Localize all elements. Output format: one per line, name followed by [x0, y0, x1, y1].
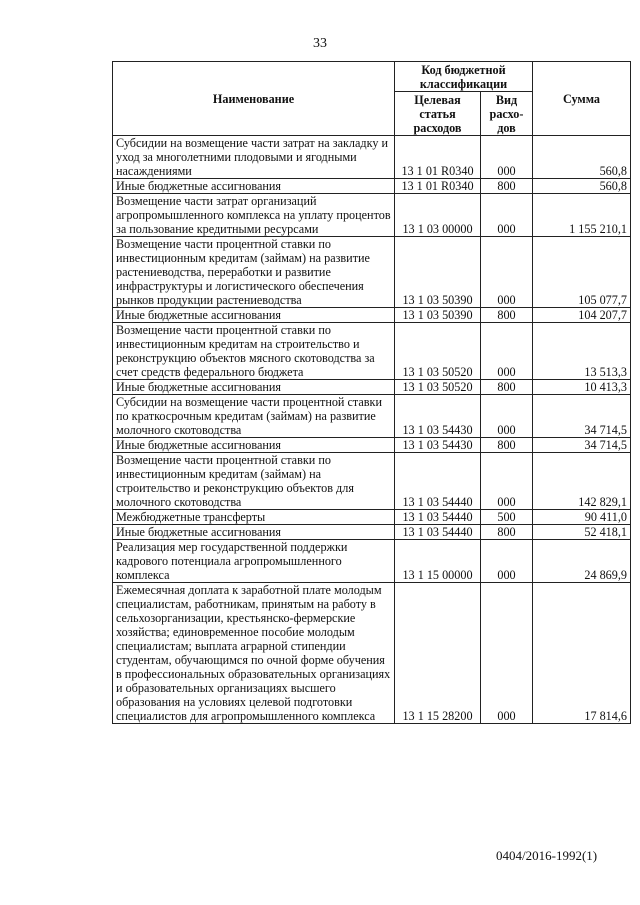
cell-expense-type: 000	[481, 395, 533, 438]
cell-name: Возмещение части процентной ставки по инвестиционным кредитам на строительство и реконструкцию объектов мясного скотоводства за счет средств федерального бюджета	[113, 323, 395, 380]
cell-sum: 34 714,5	[533, 395, 631, 438]
cell-expense-type: 000	[481, 540, 533, 583]
header-vid: Вид расхо-дов	[481, 92, 533, 136]
cell-target-code: 13 1 03 00000	[395, 194, 481, 237]
cell-sum: 142 829,1	[533, 453, 631, 510]
cell-target-code: 13 1 03 54440	[395, 510, 481, 525]
cell-sum: 52 418,1	[533, 525, 631, 540]
table-row	[113, 453, 631, 510]
table-row	[113, 438, 631, 453]
table-row	[113, 323, 631, 380]
cell-expense-type: 000	[481, 453, 533, 510]
table-body	[113, 136, 631, 724]
cell-target-code: 13 1 03 50390	[395, 308, 481, 323]
cell-target-code: 13 1 03 50390	[395, 237, 481, 308]
table-row	[113, 395, 631, 438]
cell-sum: 24 869,9	[533, 540, 631, 583]
table-row	[113, 583, 631, 724]
cell-sum: 10 413,3	[533, 380, 631, 395]
cell-expense-type: 000	[481, 194, 533, 237]
cell-target-code: 13 1 01 R0340	[395, 136, 481, 179]
cell-name: Возмещение части затрат организаций агропромышленного комплекса на уплату процентов за пользование кредитными ресурсами	[113, 194, 395, 237]
cell-sum: 104 207,7	[533, 308, 631, 323]
cell-target-code: 13 1 15 28200	[395, 583, 481, 724]
cell-name: Возмещение части процентной ставки по инвестиционным кредитам (займам) на строительство и реконструкцию объектов для молочного скотоводства	[113, 453, 395, 510]
cell-name: Иные бюджетные ассигнования	[113, 525, 395, 540]
cell-expense-type: 800	[481, 525, 533, 540]
cell-expense-type: 800	[481, 380, 533, 395]
table-row	[113, 540, 631, 583]
cell-name: Субсидии на возмещение части процентной ставки по краткосрочным кредитам (займам) на развитие молочного скотоводства	[113, 395, 395, 438]
cell-target-code: 13 1 03 50520	[395, 380, 481, 395]
table-row	[113, 380, 631, 395]
cell-expense-type: 000	[481, 323, 533, 380]
cell-sum: 17 814,6	[533, 583, 631, 724]
cell-expense-type: 500	[481, 510, 533, 525]
cell-sum: 105 077,7	[533, 237, 631, 308]
document-id: 0404/2016-1992(1)	[496, 848, 598, 863]
cell-name: Ежемесячная доплата к заработной плате молодым специалистам, работникам, принятым на работу в сельхозорганизации, крестьянско-фермерские хозяйства; единовременное пособие молодым специалистам; выплата аграрной стипендии студентам, обучающимся по очной форме обучения в профессиональных образовательных организациях и образовательных организациях высшего образования на условиях целевой подготовки специалистов для агропромышленного комплекса	[113, 583, 395, 724]
cell-sum: 13 513,3	[533, 323, 631, 380]
cell-target-code: 13 1 03 54430	[395, 438, 481, 453]
cell-expense-type: 800	[481, 179, 533, 194]
cell-target-code: 13 1 03 50520	[395, 323, 481, 380]
cell-target-code: 13 1 03 54440	[395, 525, 481, 540]
table-row	[113, 179, 631, 194]
page-number: 33	[313, 36, 327, 51]
table-row	[113, 194, 631, 237]
cell-name: Иные бюджетные ассигнования	[113, 179, 395, 194]
cell-target-code: 13 1 03 54440	[395, 453, 481, 510]
cell-name: Иные бюджетные ассигнования	[113, 380, 395, 395]
cell-expense-type: 800	[481, 308, 533, 323]
cell-expense-type: 000	[481, 136, 533, 179]
table-row	[113, 237, 631, 308]
cell-sum: 560,8	[533, 179, 631, 194]
cell-name: Иные бюджетные ассигнования	[113, 308, 395, 323]
cell-expense-type: 800	[481, 438, 533, 453]
cell-expense-type: 000	[481, 237, 533, 308]
table-row	[113, 308, 631, 323]
cell-target-code: 13 1 03 54430	[395, 395, 481, 438]
cell-sum: 90 411,0	[533, 510, 631, 525]
cell-target-code: 13 1 01 R0340	[395, 179, 481, 194]
table-row	[113, 510, 631, 525]
cell-name: Иные бюджетные ассигнования	[113, 438, 395, 453]
cell-sum: 560,8	[533, 136, 631, 179]
cell-sum: 34 714,5	[533, 438, 631, 453]
header-target: Целевая статья расходов	[395, 92, 481, 136]
budget-table	[112, 61, 631, 724]
cell-target-code: 13 1 15 00000	[395, 540, 481, 583]
cell-name: Межбюджетные трансферты	[113, 510, 395, 525]
cell-sum: 1 155 210,1	[533, 194, 631, 237]
cell-name: Возмещение части процентной ставки по инвестиционным кредитам (займам) на развитие растениеводства, переработки и развитие инфраструктуры и логистического обеспечения рынков продукции растениеводства	[113, 237, 395, 308]
cell-name: Реализация мер государственной поддержки кадрового потенциала агропромышленного комплекса	[113, 540, 395, 583]
table-row	[113, 525, 631, 540]
table-row	[113, 136, 631, 179]
header-sum: Сумма	[533, 62, 631, 136]
cell-name: Субсидии на возмещение части затрат на закладку и уход за многолетними плодовыми и ягодными насаждениями	[113, 136, 395, 179]
cell-expense-type: 000	[481, 583, 533, 724]
header-name: Наименование	[113, 62, 395, 136]
header-code-group: Код бюджетной классификации	[395, 62, 533, 92]
